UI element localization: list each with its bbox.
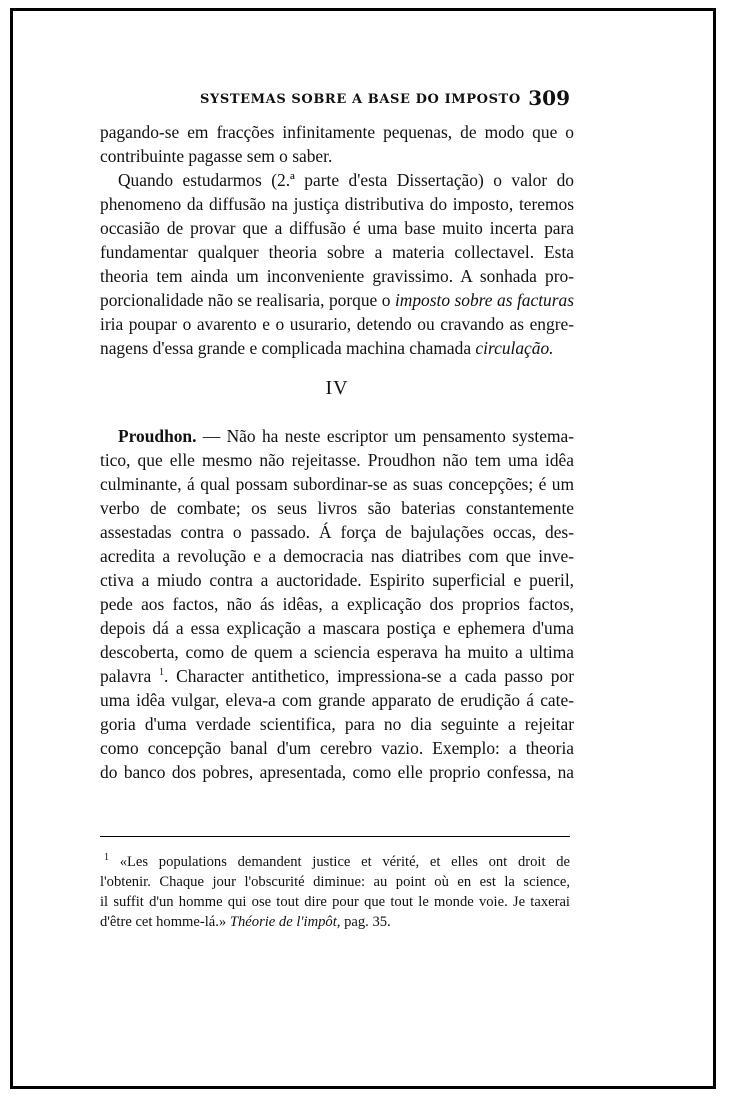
section-break <box>100 360 574 412</box>
author-name: Proudhon. <box>118 426 197 446</box>
text-line: phenomeno da diffusão na justiça distributiva do imposto, teremos <box>100 194 574 214</box>
text-line: descoberta, como de quem a sciencia esperava ha muito a ultima <box>100 642 574 662</box>
text-line: Quando estudarmos (2.ª parte d'esta Dissertação) o valor do <box>118 170 574 190</box>
text-line: ctiva a miudo contra a auctoridade. Espirito superficial e pueril, <box>100 570 574 590</box>
text-line <box>100 288 574 312</box>
text-line <box>100 664 574 688</box>
text-line: pagando-se em fracções infinitamente pequenas, de modo que o <box>100 122 574 142</box>
text-line <box>100 336 574 360</box>
text-segment: palavra <box>100 666 152 686</box>
italic-phrase: imposto sobre as facturas <box>394 290 574 310</box>
text-segment: — Não ha neste escriptor um pensamento systema- <box>196 426 574 446</box>
text-segment: nagens d'essa grande e complicada machina chamada <box>100 338 472 358</box>
italic-phrase: circulação. <box>475 338 554 358</box>
page-number: 309 <box>528 86 570 110</box>
footnote-line <box>100 852 570 872</box>
text-line: assestadas contra o passado. Á força de bajulações occas, des- <box>100 522 574 542</box>
footnote-marker: 1 <box>104 852 109 864</box>
text-segment: porcionalidade não se realisaria, porque o <box>100 290 391 310</box>
text-line: do banco dos pobres, apresentada, como elle proprio confessa, na <box>100 762 574 782</box>
text-line: verbo de combate; os seus livros são baterias constantemente <box>100 498 574 518</box>
footnote-line: il suffit d'un homme qui ose tout dire pour que tout le monde voie. Je taxerai <box>100 894 570 910</box>
text-line: acredita a revolução e a democracia nas diatribes com que inve- <box>100 546 574 566</box>
text-line: contribuinte pagasse sem o saber. <box>100 146 333 166</box>
running-head <box>100 86 574 112</box>
text-line: goria d'uma verdade scientifica, para no dia seguinte a rejeitar <box>100 714 574 734</box>
text-line <box>100 424 574 448</box>
running-title: SYSTEMAS SOBRE A BASE DO IMPOSTO <box>200 92 521 107</box>
footnote-line <box>100 912 570 932</box>
text-segment: . Character antithetico, impressiona-se a cada passo por <box>163 666 574 686</box>
footnote <box>100 852 570 932</box>
text-line: fundamentar qualquer theoria sobre a materia collectavel. Esta <box>100 242 574 262</box>
text-line: occasião de provar que a diffusão é uma base muito incerta para <box>100 218 574 238</box>
text-line: theoria tem ainda um inconveniente gravissimo. A sonhada pro- <box>100 266 574 286</box>
text-line: tico, que elle mesmo não rejeitasse. Proudhon não tem uma idêa <box>100 450 574 470</box>
footnote-divider <box>100 836 570 837</box>
footnote-source-title: Théorie de l'impôt, <box>229 914 341 930</box>
footnote-line: l'obtenir. Chaque jour l'obscurité diminue: au point où en est la science, <box>100 874 570 890</box>
text-line: como concepção banal d'um cerebro vazio. Exemplo: a theoria <box>100 738 574 758</box>
text-segment: d'être cet homme-lá.» <box>100 914 227 930</box>
text-line: iria poupar o avarento e o usurario, detendo ou cravando as engre- <box>100 314 574 334</box>
text-segment: «Les populations demandent justice et vérité, et elles ont droit de <box>119 854 570 870</box>
section-heading: IV <box>325 377 349 399</box>
footnote-reference[interactable]: 1 <box>158 667 164 679</box>
text-line: uma idêa vulgar, eleva-a com grande apparato de erudição á cate- <box>100 690 574 710</box>
text-line: pede aos factos, não ás idêas, a explicação dos proprios factos, <box>100 594 574 614</box>
text-line: culminante, á qual possam subordinar-se as suas concepções; é um <box>100 474 574 494</box>
text-segment: pag. 35. <box>344 914 391 930</box>
text-line: depois dá a essa explicação a mascara postiça e ephemera d'uma <box>100 618 574 638</box>
body-text <box>100 120 574 784</box>
